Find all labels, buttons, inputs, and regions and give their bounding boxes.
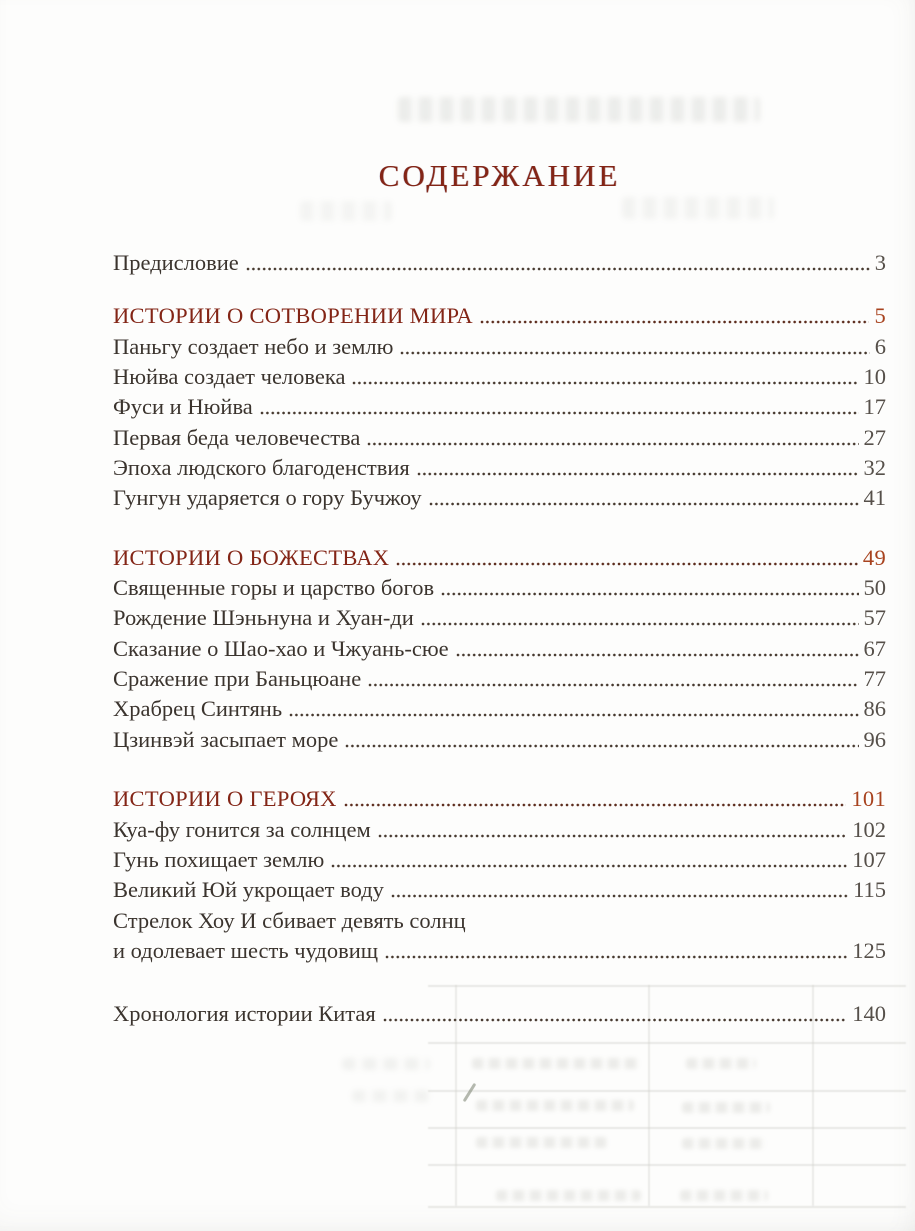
toc-section (113, 784, 886, 966)
toc-entry (113, 423, 886, 453)
dot-leader (456, 653, 859, 657)
toc-entry-label: Нюйва создает человека (113, 364, 346, 390)
toc-entry-page: 77 (863, 666, 886, 692)
toc-sections (113, 301, 886, 966)
bleed-table-line (812, 985, 814, 1206)
bleed-table-line (428, 1090, 906, 1092)
dot-leader (246, 267, 870, 271)
dot-leader (400, 351, 869, 355)
bleed-table-text (680, 1190, 768, 1201)
bleed-table-line (428, 985, 906, 987)
dot-leader (417, 472, 859, 476)
bleed-through-text-top (398, 97, 760, 122)
toc-entry-page: 96 (863, 726, 886, 752)
bleed-table-text (472, 1058, 640, 1069)
dot-leader (429, 502, 859, 506)
toc-entry-label: Хронология истории Китая (113, 1001, 376, 1027)
toc-entry-page: 67 (863, 635, 886, 661)
toc-entry-label: Куа-фу гонится за солнцем (113, 816, 371, 842)
dot-leader (368, 683, 858, 687)
toc-entry-label: Предисловие (113, 250, 239, 275)
dot-leader (396, 562, 858, 566)
dot-leader (421, 622, 859, 626)
bleed-table-line (648, 985, 650, 1206)
toc-entry (113, 815, 886, 845)
toc-entry-label: Эпоха людского благоденствия (113, 455, 410, 481)
toc-entry-label: Гунь похищает землю (113, 846, 325, 872)
toc-entry-label: Первая беда человечества (113, 424, 361, 450)
toc-entry-label: Сказание о Шао-хао и Чжуань-сюе (113, 635, 449, 661)
dot-leader (289, 713, 858, 717)
bleed-table-text (476, 1137, 608, 1148)
toc-entry (113, 906, 886, 936)
bleed-table-line (428, 1042, 906, 1044)
toc-entry (113, 453, 886, 483)
bleed-table-text (496, 1190, 641, 1201)
bleed-table-line (428, 1164, 906, 1166)
toc-entry-label: Священные горы и царство богов (113, 575, 435, 601)
toc-entry (113, 694, 886, 724)
toc-entry (113, 634, 886, 664)
toc-entry (113, 845, 886, 875)
toc-entry (113, 483, 886, 513)
toc-entry-label: Великий Юй укрощает воду (113, 877, 384, 903)
toc-entry-label: Рождение Шэньнуна и Хуан-ди (113, 605, 414, 631)
bleed-through-text-bottom-left (342, 1058, 430, 1070)
toc-entry-label: Цзинвэй засыпает море (113, 726, 339, 752)
toc-entry (113, 573, 886, 603)
toc-entry-page: 140 (852, 1001, 886, 1027)
toc-entry-page: 10 (863, 364, 886, 390)
toc-entry-label: Гунгун ударяется о гору Бучжоу (113, 485, 422, 511)
toc-entry (113, 725, 886, 755)
bleed-table-text (682, 1138, 766, 1149)
toc-section-heading-page: 5 (874, 303, 886, 329)
toc-section-heading-page: 101 (851, 786, 886, 812)
bleed-table-line (428, 1127, 906, 1129)
toc-entry-page: 102 (852, 816, 886, 842)
toc-entry (113, 875, 886, 905)
dot-leader (480, 320, 869, 324)
toc-entry-page: 41 (863, 485, 886, 511)
dot-leader (378, 834, 848, 838)
toc-section-heading (113, 301, 886, 331)
bleed-through-text-left (300, 201, 392, 221)
dot-leader (441, 592, 858, 596)
toc-entry-label: и одолевает шесть чудовищ (113, 937, 379, 963)
table-of-contents (113, 248, 886, 1030)
dot-leader (345, 744, 858, 748)
toc-entry-page: 3 (874, 250, 886, 275)
toc-entry-page: 57 (863, 605, 886, 631)
bleed-table-text (682, 1102, 770, 1113)
bleed-table-line (428, 1206, 906, 1208)
toc-entry-label: Фуси и Нюйва (113, 394, 253, 420)
toc-entry (113, 332, 886, 362)
toc-entry-page: 32 (863, 455, 886, 481)
toc-section-heading-page: 49 (862, 544, 886, 570)
toc-entry-label: Паньгу создает небо и землю (113, 333, 394, 359)
dot-leader (331, 864, 847, 868)
dot-leader (391, 894, 848, 898)
bleed-table-line (455, 985, 457, 1206)
toc-section-heading (113, 543, 886, 573)
toc-entry-page: 50 (863, 575, 886, 601)
toc-section (113, 543, 886, 755)
bleed-table-text (686, 1058, 756, 1069)
toc-entry (113, 603, 886, 633)
toc-entry (113, 362, 886, 392)
dot-leader (260, 411, 859, 415)
bleed-through-text-bottom-left (352, 1090, 430, 1102)
page-title: СОДЕРЖАНИЕ (378, 158, 621, 193)
toc-entry-preface (113, 248, 886, 278)
toc-entry-label: Сражение при Баньцюане (113, 666, 362, 692)
toc-entry-page: 115 (853, 877, 886, 903)
toc-entry (113, 392, 886, 422)
toc-entry-label: Храбрец Синтянь (113, 696, 283, 722)
bleed-table-text (476, 1100, 634, 1111)
toc-entry-page: 27 (863, 424, 886, 450)
dot-leader (367, 442, 858, 446)
toc-entry (113, 936, 886, 966)
dot-leader (344, 803, 847, 807)
toc-entry (113, 664, 886, 694)
toc-section-heading-label: ИСТОРИИ О ГЕРОЯХ (113, 786, 337, 812)
toc-section-heading-label: ИСТОРИИ О СОТВОРЕНИИ МИРА (113, 303, 473, 329)
dot-leader (352, 381, 858, 385)
toc-entry-page: 107 (852, 846, 886, 872)
bleed-through-table (428, 982, 906, 1214)
toc-section-heading (113, 784, 886, 814)
toc-entry-page: 17 (863, 394, 886, 420)
dot-leader (385, 955, 847, 959)
toc-section (113, 301, 886, 513)
toc-section-heading-label: ИСТОРИИ О БОЖЕСТВАХ (113, 544, 390, 570)
bleed-through-text-right (622, 197, 774, 219)
toc-entry-page: 6 (874, 333, 886, 359)
toc-entry-page: 125 (852, 937, 886, 963)
toc-entry-page: 86 (863, 696, 886, 722)
toc-entry-label: Стрелок Хоу И сбивает девять солнц (113, 907, 466, 933)
